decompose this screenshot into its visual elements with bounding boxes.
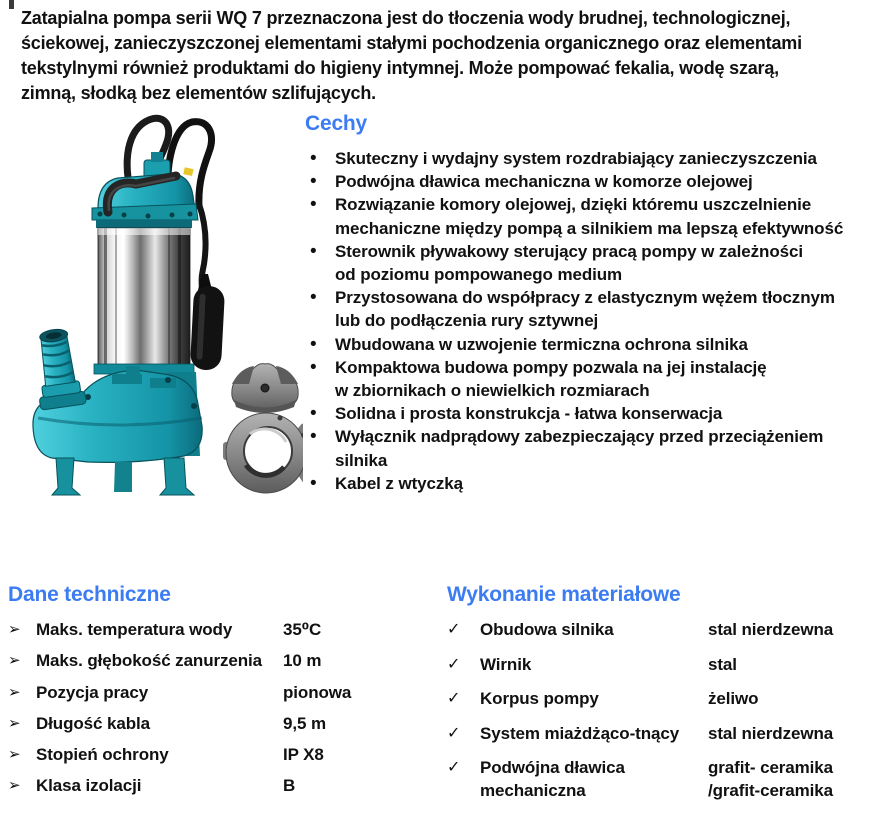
pump-motor-cap bbox=[92, 152, 198, 228]
spec-value: 35⁰C bbox=[283, 620, 322, 639]
spec-label: Maks. temperatura wody bbox=[36, 620, 233, 639]
spec-value: stal nierdzewna bbox=[708, 620, 834, 639]
feature-item bbox=[305, 425, 871, 471]
technical-data-title: Dane techniczne bbox=[8, 583, 171, 606]
spec-value: stal nierdzewna bbox=[708, 723, 834, 743]
bullet-icon: • bbox=[310, 403, 317, 425]
feature-item bbox=[305, 356, 871, 402]
feature-item bbox=[305, 286, 871, 332]
bullet-icon: • bbox=[310, 240, 317, 262]
spec-label: Podwójna dławica mechaniczna bbox=[480, 758, 625, 801]
arrow-bullet-icon: ➢ bbox=[8, 777, 21, 795]
check-icon: ✓ bbox=[447, 759, 461, 777]
feature-text: Sterownik pływakowy sterujący pracą pompy w zależności od poziomu pompowanego medium bbox=[335, 241, 803, 285]
spec-label: System miażdżąco-tnący bbox=[480, 723, 680, 743]
intro-line: zimną, słodką bez elementów szlifujących. bbox=[21, 83, 376, 103]
spec-label: Klasa izolacji bbox=[36, 776, 142, 796]
check-icon: ✓ bbox=[447, 621, 461, 638]
spec-row bbox=[8, 774, 440, 805]
spec-row bbox=[8, 712, 440, 743]
pump-photo bbox=[18, 112, 303, 512]
bullet-icon: • bbox=[310, 426, 317, 448]
feature-item bbox=[305, 402, 871, 425]
features-section bbox=[305, 112, 871, 495]
bullet-icon: • bbox=[310, 194, 317, 216]
intro-line: ściekowej, zanieczyszczonej elementami stałymi pochodzenia organicznego oraz elementami bbox=[21, 33, 802, 53]
feature-item bbox=[305, 170, 871, 193]
spec-row bbox=[8, 681, 440, 712]
spec-value: stal bbox=[708, 654, 737, 674]
feature-text: Wyłącznik nadprądowy zabezpieczający przed przeciążeniem silnika bbox=[335, 427, 824, 470]
spec-value: grafit- ceramika /grafit-ceramika bbox=[708, 758, 834, 801]
check-icon: ✓ bbox=[447, 655, 461, 673]
materials-title: Wykonanie materiałowe bbox=[447, 583, 681, 606]
feature-text: Skuteczny i wydajny system rozdrabiający zanieczyszczenia bbox=[335, 149, 817, 168]
spec-row bbox=[447, 756, 871, 802]
cutter-ring-part bbox=[223, 413, 303, 493]
spec-label: Wirnik bbox=[480, 654, 532, 674]
arrow-bullet-icon: ➢ bbox=[8, 714, 21, 732]
feature-text: Przystosowana do współpracy z elastycznym wężem tłocznym lub do podłączenia rury sztywnej bbox=[335, 288, 835, 331]
arrow-bullet-icon: ➢ bbox=[8, 746, 21, 764]
arrow-bullet-icon: ➢ bbox=[8, 652, 21, 670]
spec-label: Pozycja pracy bbox=[36, 682, 149, 702]
spec-value: IP X8 bbox=[283, 745, 324, 765]
spec-value: 10 m bbox=[283, 651, 322, 671]
bullet-icon: • bbox=[310, 472, 317, 494]
intro-line: tekstylnymi również produktami do higieny intymnej. Może pompować fekalia, wodę szarą, bbox=[21, 58, 779, 78]
bullet-icon: • bbox=[310, 148, 317, 169]
feature-item bbox=[305, 472, 871, 495]
materials-list bbox=[447, 618, 871, 802]
feature-item bbox=[305, 240, 871, 286]
check-icon: ✓ bbox=[447, 690, 461, 708]
feature-item bbox=[305, 147, 871, 170]
feature-text: Kompaktowa budowa pompy pozwala na jej instalację w zbiornikach o niewielkich rozmiarach bbox=[335, 357, 767, 401]
pump-stainless-body bbox=[94, 228, 194, 374]
arrow-bullet-icon: ➢ bbox=[8, 621, 21, 638]
spec-label: Długość kabla bbox=[36, 713, 150, 733]
cutter-cap-part bbox=[232, 364, 298, 413]
spec-row bbox=[8, 743, 440, 774]
feature-text: Wbudowana w uzwojenie termiczna ochrona silnika bbox=[335, 334, 748, 354]
scan-artifact bbox=[9, 0, 14, 9]
spec-row bbox=[447, 653, 871, 688]
spec-value: żeliwo bbox=[708, 689, 759, 709]
feature-text: Podwójna dławica mechaniczna w komorze olejowej bbox=[335, 172, 753, 192]
feature-item bbox=[305, 333, 871, 356]
spec-row bbox=[447, 687, 871, 722]
spec-row bbox=[447, 722, 871, 757]
spec-row bbox=[8, 649, 440, 680]
spec-label: Korpus pompy bbox=[480, 689, 599, 709]
bullet-icon: • bbox=[310, 287, 317, 309]
intro-paragraph bbox=[21, 6, 869, 106]
technical-data-section bbox=[8, 583, 440, 806]
pump-outlet bbox=[30, 327, 86, 411]
feature-text: Kabel z wtyczką bbox=[335, 473, 463, 493]
feature-text: Solidna i prosta konstrukcja - łatwa konserwacja bbox=[335, 404, 723, 424]
spec-value: pionowa bbox=[283, 682, 352, 702]
intro-line: Zatapialna pompa serii WQ 7 przeznaczona jest do tłoczenia wody brudnej, technologicznej, bbox=[21, 8, 791, 28]
arrow-bullet-icon: ➢ bbox=[8, 683, 21, 701]
technical-data-list bbox=[8, 618, 440, 806]
spec-value: 9,5 m bbox=[283, 713, 326, 733]
bullet-icon: • bbox=[310, 333, 317, 355]
spec-value: B bbox=[283, 776, 296, 796]
check-icon: ✓ bbox=[447, 724, 461, 742]
features-title: Cechy bbox=[305, 112, 368, 135]
feature-item bbox=[305, 193, 871, 239]
bullet-icon: • bbox=[310, 171, 317, 193]
spec-label: Obudowa silnika bbox=[480, 620, 614, 639]
spec-label: Stopień ochrony bbox=[36, 745, 169, 765]
spec-row bbox=[447, 618, 871, 653]
spec-label: Maks. głębokość zanurzenia bbox=[36, 651, 263, 671]
spec-row bbox=[8, 618, 440, 649]
float-switch-icon bbox=[190, 274, 225, 371]
materials-section bbox=[447, 583, 871, 802]
bullet-icon: • bbox=[310, 356, 317, 378]
feature-text: Rozwiązanie komory olejowej, dzięki któremu uszczelnienie mechaniczne między pompą a silnikiem ma lepszą efektywność bbox=[335, 195, 844, 238]
